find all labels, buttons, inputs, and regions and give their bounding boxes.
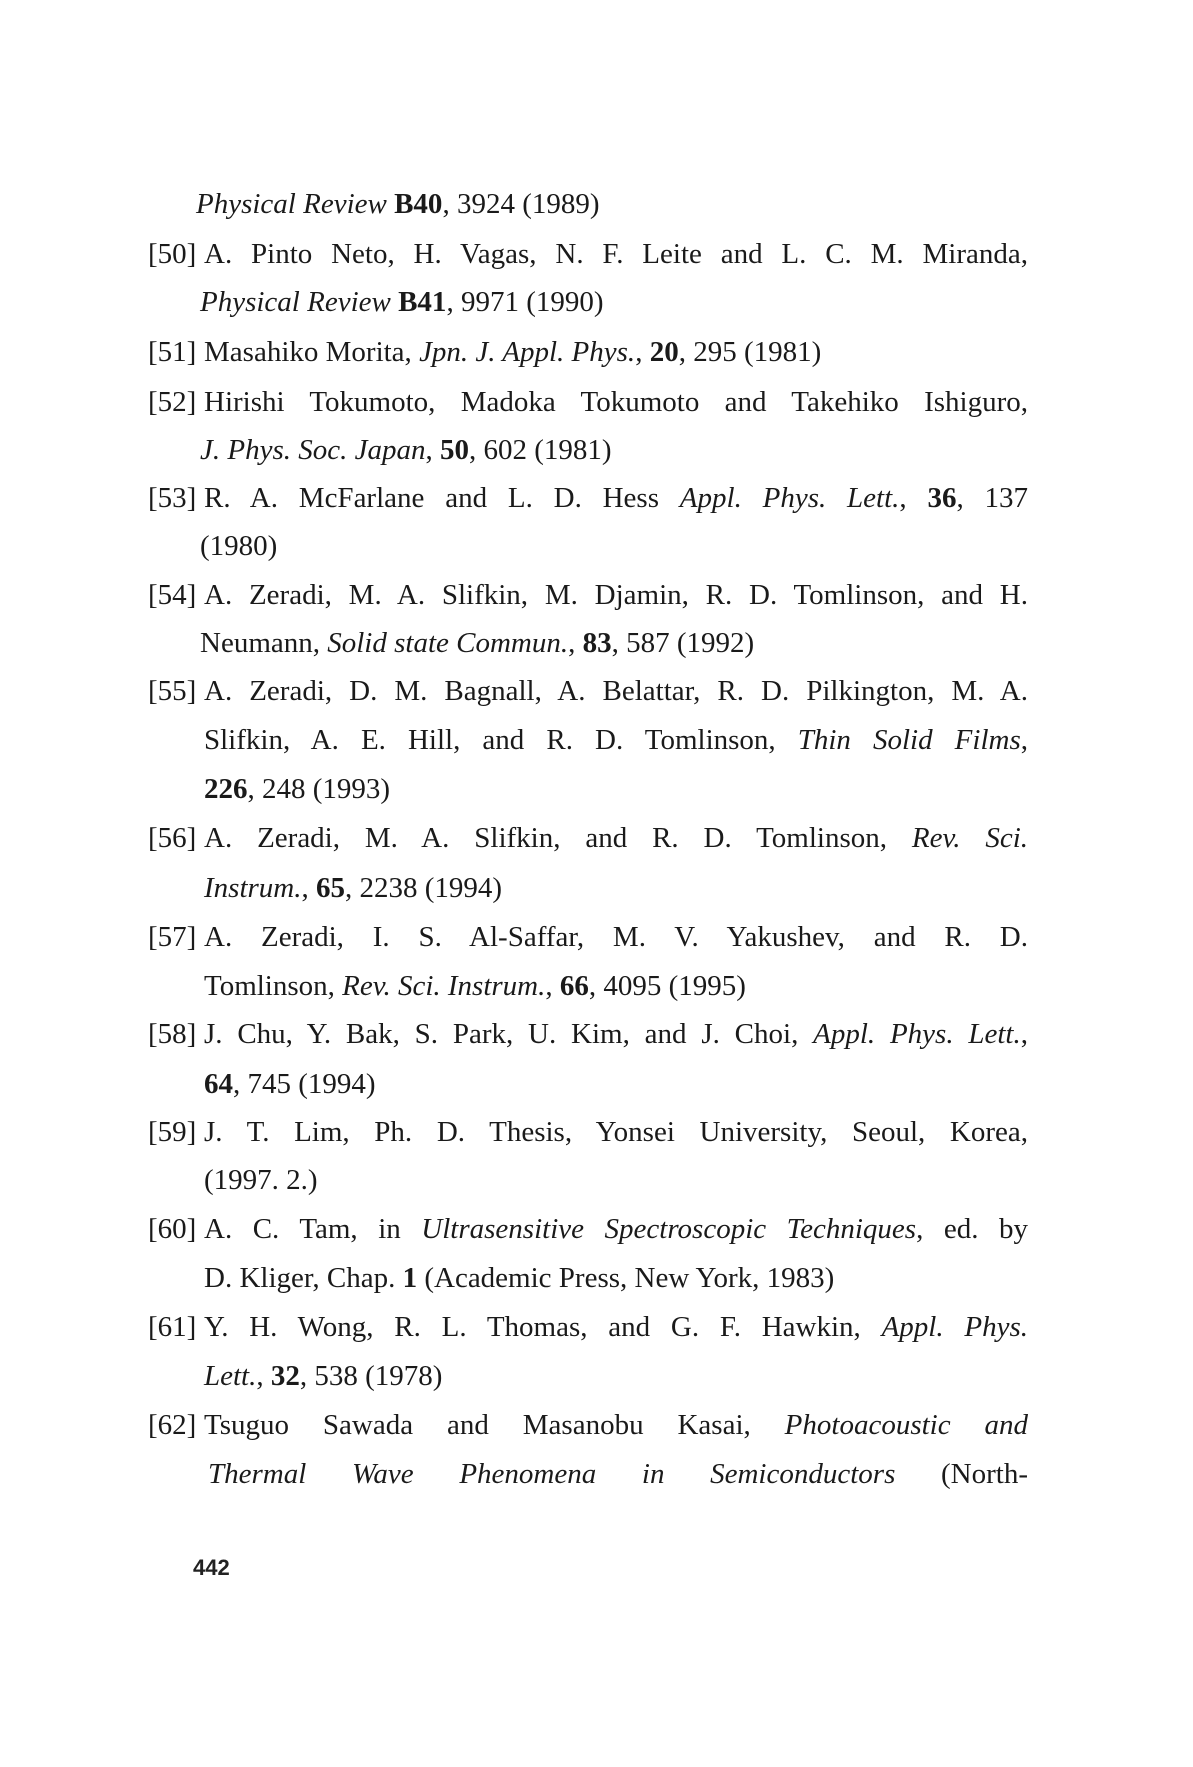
volume: 32 [270,1360,300,1392]
ref-55 [148,673,1028,709]
ref-61-continuation [204,1358,442,1394]
book-title: Ultrasensitive Spectroscopic Techniques [421,1213,917,1245]
separator: , [1020,1018,1028,1050]
ref-58 [148,1016,1028,1052]
ref-50-continuation [200,284,604,320]
ref-58-continuation [204,1066,376,1102]
journal-name: Appl. Phys. Lett. [679,482,900,514]
pages-year: , 4095 (1995) [588,970,746,1002]
book-title: Thermal Wave Phenomena in Semiconductors [208,1458,896,1490]
separator: , [545,970,560,1002]
ref-number: [61] [148,1311,197,1343]
volume: 226 [204,773,248,805]
ref-56 [148,820,1028,856]
ref-authors: Hirishi Tokumoto, Madoka Tokumoto and Takehiko Ishiguro, [204,386,1028,418]
separator: , [301,872,316,904]
ref-59-continuation [204,1162,318,1198]
pages-year: , 745 (1994) [233,1068,376,1100]
ref-57-continuation [204,968,746,1004]
ref-authors: J. Chu, Y. Bak, S. Park, U. Kim, and J. Choi, [204,1018,814,1050]
ref-authors: A. Pinto Neto, H. Vagas, N. F. Leite and L. C. M. Miranda, [204,238,1028,270]
separator: , [256,1360,271,1392]
publisher: (North- [895,1458,1028,1490]
ref-number: [53] [148,482,197,514]
ref-authors: Y. H. Wong, R. L. Thomas, and G. F. Hawkin, [204,1311,882,1343]
pages-year: , 2238 (1994) [344,872,503,904]
ref-authors: A. Zeradi, M. A. Slifkin, M. Djamin, R. D. Tomlinson, and H. [204,579,1028,611]
ref-authors: A. C. Tam, in [204,1213,422,1245]
journal-name: Rev. Sci. [911,822,1029,854]
ref-number: [62] [148,1409,197,1441]
separator: , [635,336,650,368]
journal-name: Rev. Sci. Instrum. [342,970,546,1002]
ref-60-continuation [204,1260,834,1296]
ref-50 [148,236,1028,272]
ref-authors: Tomlinson, [204,970,343,1002]
journal-name: Solid state Commun. [327,627,569,659]
ref-61 [148,1309,1028,1345]
pages-year: , 248 (1993) [247,773,391,805]
ref-49-continuation [196,186,600,222]
ref-52 [148,384,1028,420]
ref-authors: Slifkin, A. E. Hill, and R. D. Tomlinson, [204,724,798,756]
chapter-number: 1 [402,1262,418,1294]
journal-name: Lett. [204,1360,257,1392]
journal-name: Physical Review [196,188,387,220]
pages-year: , 3924 (1989) [442,188,600,220]
pages-year: , 538 (1978) [299,1360,443,1392]
ref-authors: J. T. Lim, Ph. D. Thesis, Yonsei University, Seoul, Korea, [204,1116,1028,1148]
journal-name: Thin Solid Films [797,724,1021,756]
volume: 50 [440,434,469,466]
separator: , [1020,724,1028,756]
ref-authors: Masahiko Morita, [204,336,420,368]
ref-number: [52] [148,386,197,418]
editor-chapter: D. Kliger, Chap. [204,1262,403,1294]
ref-authors: R. A. McFarlane and L. D. Hess [204,482,680,514]
ref-number: [50] [148,238,197,270]
ref-number: [56] [148,822,197,854]
journal-name: Instrum. [204,872,302,904]
ref-number: [55] [148,675,197,707]
ref-55-continuation-2 [204,771,390,807]
ref-number: [54] [148,579,197,611]
ref-number: [59] [148,1116,197,1148]
ref-59 [148,1114,1028,1150]
ref-54-continuation [200,625,754,661]
ref-56-continuation [204,870,502,906]
pages-year: , 587 (1992) [611,627,755,659]
year: (1997. 2.) [204,1164,318,1196]
publisher-year: (Academic Press, New York, 1983) [417,1262,835,1294]
volume: 36 [927,482,957,514]
volume: 83 [582,627,612,659]
pages-year: , 295 (1981) [678,336,822,368]
ref-authors: A. Zeradi, D. M. Bagnall, A. Belattar, R. D. Pilkington, M. A. [204,675,1028,707]
volume: B40 [386,188,443,220]
volume: 20 [649,336,679,368]
ref-54 [148,577,1028,613]
ref-authors: A. Zeradi, I. S. Al-Saffar, M. V. Yakushev, and R. D. [204,921,1028,953]
pages: , 137 [956,482,1028,514]
ref-authors: A. Zeradi, M. A. Slifkin, and R. D. Tomlinson, [204,822,912,854]
separator: , [425,434,440,466]
ref-60 [148,1211,1028,1247]
year: (1980) [200,530,278,562]
journal-name: Jpn. J. Appl. Phys. [419,336,636,368]
ref-number: [58] [148,1018,197,1050]
ref-number: [60] [148,1213,197,1245]
separator: , [899,482,928,514]
ref-number: [51] [148,336,197,368]
ref-55-continuation [204,722,1028,758]
ref-authors: Tsuguo Sawada and Masanobu Kasai, [204,1409,785,1441]
separator: , [568,627,583,659]
ref-57 [148,919,1028,955]
book-title: Photoacoustic and [784,1409,1028,1441]
ref-62 [148,1407,1028,1443]
volume: 66 [559,970,589,1002]
journal-name: Appl. Phys. Lett. [813,1018,1021,1050]
ref-51 [148,334,821,370]
pages-year: , 602 (1981) [469,434,612,466]
journal-name: Physical Review [200,286,391,318]
ref-number: [57] [148,921,197,953]
volume: B41 [390,286,447,318]
pages-year: , 9971 (1990) [446,286,604,318]
page-number: 442 [193,1555,230,1580]
volume: 65 [315,872,345,904]
journal-name: Appl. Phys. [881,1311,1028,1343]
ref-53-continuation [200,528,277,564]
ref-authors: Neumann, [200,627,328,659]
ref-62-continuation [208,1456,1028,1492]
volume: 64 [204,1068,233,1100]
journal-name: J. Phys. Soc. Japan [200,434,426,466]
ref-53 [148,480,1028,516]
ref-52-continuation [200,432,612,468]
editor-prefix: , ed. by [916,1213,1029,1245]
